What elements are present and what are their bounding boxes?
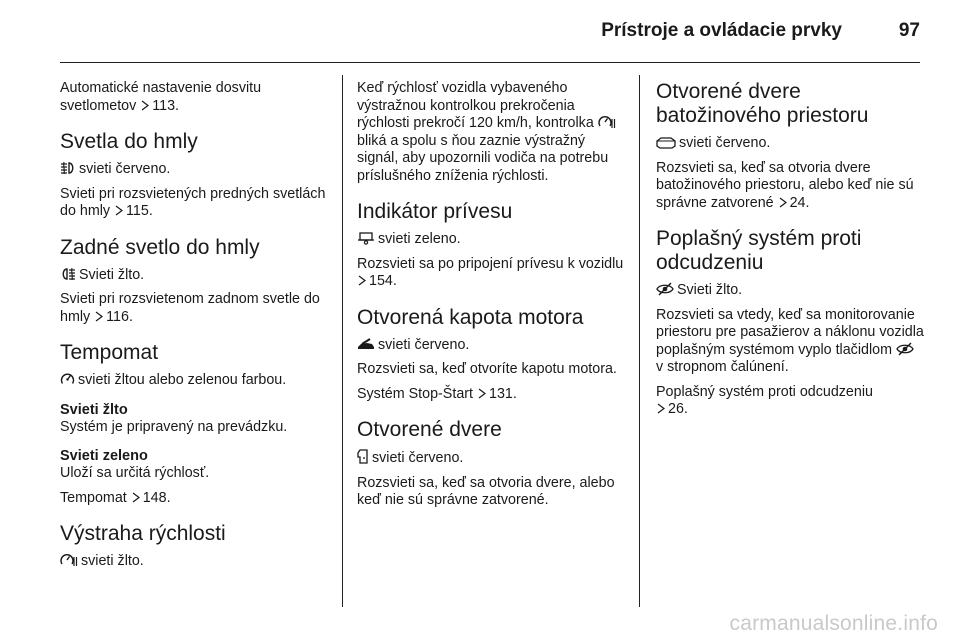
page-ref-link[interactable]: 116. <box>106 308 133 325</box>
bonnet-reference: Systém Stop-Štart 131. <box>357 385 517 402</box>
speed-warning-icon <box>598 115 616 129</box>
section-title-cruise-control: Tempomat <box>60 341 159 364</box>
cruise-reference: Tempomat 148. <box>60 489 171 506</box>
alarm-disabled-icon <box>656 282 674 296</box>
watermark: carmanualsonline.info <box>729 612 938 635</box>
cruise-yellow-heading: Svieti žlto <box>60 401 128 418</box>
section-title-speed-warning: Výstraha rýchlosti <box>60 522 226 545</box>
rear-fog-status: Svieti žlto. <box>60 267 332 285</box>
page-ref-arrow-icon <box>779 196 787 207</box>
column-right <box>656 80 924 610</box>
bonnet-open-icon <box>357 338 375 351</box>
door-open-icon <box>357 449 369 464</box>
header-divider <box>60 62 920 63</box>
trailer-status: svieti zeleno. <box>357 231 625 249</box>
page-ref-link[interactable]: 24. <box>789 194 810 211</box>
cruise-yellow-description: Systém je pripravený na prevádzku. <box>60 418 288 435</box>
speed-warning-continuation: Keď rýchlosť vozidla vybaveného výstražnou kontrolkou prekročenia rýchlosti prekročí 120 km/h, kontrolka bliká a spolu s ňou zaznie výstražný signál, aby upozornili vodiča na potrebu príslušného zníženia rýchlosti. <box>357 80 625 185</box>
cruise-green-heading: Svieti zeleno <box>60 448 148 464</box>
rear-fog-description: Svieti pri rozsvietenom zadnom svetle do hmly 116. <box>60 291 320 325</box>
door-status: svieti červeno. <box>357 449 625 468</box>
door-description: Rozsvieti sa, keď sa otvoria dvere, alebo keď nie sú správne zatvorené. <box>357 474 615 508</box>
bonnet-status: svieti červeno. <box>357 337 625 355</box>
page-ref-link[interactable]: 115. <box>126 203 153 219</box>
bonnet-description: Rozsvieti sa, keď otvoríte kapotu motora. <box>357 361 617 377</box>
speed-warning-icon <box>60 553 78 567</box>
page-ref-link[interactable]: 26. <box>668 401 688 417</box>
alarm-disabled-icon <box>896 342 914 356</box>
tailgate-status: svieti červeno. <box>656 135 924 153</box>
column-divider-1 <box>342 75 343 607</box>
page-ref-arrow-icon <box>132 491 140 502</box>
page-ref-link[interactable]: 148. <box>142 489 171 506</box>
column-left <box>60 80 332 610</box>
page-ref-arrow-icon <box>95 310 103 321</box>
section-title-bonnet-open: Otvorená kapota motora <box>357 305 584 329</box>
alarm-reference: Poplašný systém proti odcudzeniu 26. <box>656 383 873 417</box>
page-ref-arrow-icon <box>358 274 366 285</box>
intro-paragraph: Automatické nastavenie dosvitu svetlometov 113. <box>60 80 262 114</box>
section-title-rear-fog-light: Zadné svetlo do hmly <box>60 235 260 259</box>
page-ref-arrow-icon <box>141 99 149 110</box>
page-ref-arrow-icon <box>115 204 123 215</box>
page-header <box>60 0 920 64</box>
column-middle <box>357 80 625 610</box>
page-title: Prístroje a ovládacie prvky <box>601 20 842 41</box>
column-divider-2 <box>639 75 640 607</box>
page-ref-link[interactable]: 154. <box>369 273 397 289</box>
page-ref-arrow-icon <box>478 387 486 398</box>
page-number: 97 <box>898 20 920 41</box>
alarm-description: Rozsvieti sa vtedy, keď sa monitorovanie priestoru pre pasažierov a náklonu vozidla poplašným systémom vyplo tlačidlom v stropnom čalúnení. <box>656 306 924 375</box>
speed-warning-status: svieti žlto. <box>60 553 332 571</box>
page-ref-arrow-icon <box>657 402 665 413</box>
cruise-status: svieti žltou alebo zelenou farbou. <box>60 372 332 390</box>
tailgate-description: Rozsvieti sa, keď sa otvoria dvere batožinového priestoru, alebo keď nie sú správne zatvorené 24. <box>656 159 914 211</box>
cruise-green-description: Uloží sa určitá rýchlosť. <box>60 465 210 481</box>
section-title-door-open: Otvorené dvere <box>357 418 502 441</box>
section-title-trailer-indicator: Indikátor prívesu <box>357 200 513 223</box>
section-title-fog-lights: Svetla do hmly <box>60 130 198 153</box>
section-title-tailgate-open: Otvorené dvere batožinového priestoru <box>656 80 869 127</box>
fog-description: Svieti pri rozsvietených predných svetlách do hmly 115. <box>60 185 326 219</box>
page-ref-link[interactable]: 113. <box>152 97 180 114</box>
front-fog-light-icon <box>60 161 76 175</box>
trailer-icon <box>357 231 375 245</box>
rear-fog-light-icon <box>60 267 76 281</box>
alarm-status: Svieti žlto. <box>656 282 924 300</box>
cruise-control-icon <box>60 372 75 386</box>
tailgate-open-icon <box>656 137 676 149</box>
trailer-description: Rozsvieti sa po pripojení prívesu k vozidlu 154. <box>357 255 624 289</box>
page-ref-link[interactable]: 131. <box>489 385 517 402</box>
fog-status: svieti červeno. <box>60 161 332 179</box>
section-title-anti-theft-alarm: Poplašný systém proti odcudzeniu <box>656 227 862 274</box>
